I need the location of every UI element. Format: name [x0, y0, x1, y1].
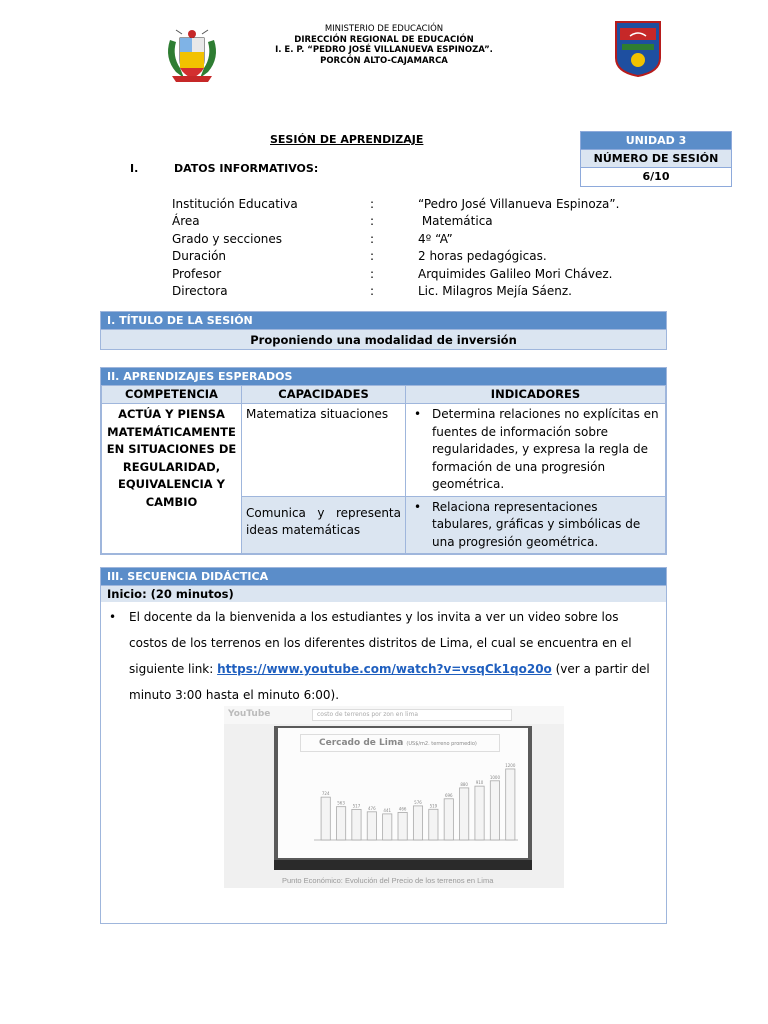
chart-data-label: 476	[368, 805, 376, 811]
indicador-cell	[406, 496, 666, 554]
info-row	[172, 213, 652, 230]
bullet-icon: •	[414, 407, 422, 421]
section-titulo	[100, 311, 667, 350]
chart-bar	[383, 814, 392, 840]
chart-data-label: 1200	[505, 762, 516, 768]
chart-bar	[352, 809, 361, 840]
info-colon: :	[370, 197, 375, 211]
chart-data-label: 696	[444, 792, 453, 798]
chart-data-label: 563	[337, 800, 345, 806]
chart-data-label: 519	[429, 803, 438, 809]
section-titulo-heading: I. TÍTULO DE LA SESIÓN	[101, 312, 666, 329]
info-label: Profesor	[172, 266, 222, 281]
inicio-label: Inicio: (20 minutos)	[101, 585, 666, 602]
paragraph-text-end: (ver a partir del minuto 3:00 hasta el minuto 6:00).	[129, 662, 650, 702]
capacidad-text: Comunica y representa ideas matemáticas	[246, 505, 401, 537]
info-label: Área	[172, 214, 200, 229]
info-value: 4º “A”	[418, 231, 453, 246]
info-colon: :	[370, 283, 375, 298]
chart-data-label: 724	[321, 791, 330, 797]
info-row	[172, 248, 652, 265]
session-number-label: NÚMERO DE SESIÓN	[581, 150, 731, 168]
table-row	[102, 404, 666, 497]
chart-bar	[413, 806, 422, 840]
info-value: “Pedro José Villanueva Espinoza”.	[418, 197, 620, 211]
chart-data-label: 576	[414, 799, 422, 805]
youtube-top-bar	[224, 706, 564, 724]
bullet-icon: •	[109, 610, 117, 624]
chart-bar	[490, 781, 499, 840]
chart-subtitle: (US$/m2. terreno promedio)	[406, 741, 477, 747]
chart-bar	[398, 812, 407, 840]
info-colon: :	[370, 214, 375, 229]
indicador-text: Determina relaciones no explícitas en fuentes de información sobre regularidades, y expresa la regla de formación de una progresión geométrica.	[432, 407, 659, 491]
section-aprendizajes-heading: II. APRENDIZAJES ESPERADOS	[101, 368, 666, 385]
table-header-row	[102, 386, 666, 404]
header-line-2: DIRECCIÓN REGIONAL DE EDUCACIÓN	[294, 34, 474, 45]
info-label: Institución Educativa	[172, 197, 298, 211]
chart-data-label: 880	[460, 781, 468, 787]
inicio-paragraph	[101, 602, 666, 708]
paragraph-text: El docente da la bienvenida a los estudiantes y los invita a ver un video sobre los costos de los terrenos en los diferentes distritos de Lima, el cual se encuentra en el siguiente link:	[129, 610, 632, 676]
section-aprendizajes	[100, 367, 667, 555]
header-line-3: I. E. P. “PEDRO JOSÉ VILLANUEVA ESPINOZA”.	[275, 45, 493, 55]
datos-label: DATOS INFORMATIVOS:	[174, 162, 319, 175]
session-number-value: 6/10	[642, 170, 670, 183]
chart-title: Cercado de Lima	[319, 738, 404, 748]
chart-bar	[336, 807, 345, 840]
info-label: Duración	[172, 249, 227, 264]
indicador-cell	[406, 404, 666, 497]
video-frame	[278, 728, 528, 858]
datos-heading	[130, 162, 318, 175]
column-header-capacidades: CAPACIDADES	[242, 386, 406, 404]
chart-bar	[367, 812, 376, 840]
info-row	[172, 266, 652, 283]
chart-bar	[475, 786, 484, 840]
header-line-1: MINISTERIO DE EDUCACIÓN	[324, 24, 444, 34]
unit-label: UNIDAD 3	[581, 132, 731, 150]
info-label: Grado y secciones	[172, 231, 283, 246]
bar-chart	[278, 728, 528, 858]
youtube-search-box: costo de terrenos por zon en lima	[312, 709, 512, 721]
info-row	[172, 196, 652, 213]
chart-data-label: 466	[398, 806, 407, 812]
info-value: Lic. Milagros Mejía Sáenz.	[418, 283, 572, 298]
capacidad-cell: Matematiza situaciones	[242, 404, 406, 497]
datos-number: I.	[130, 162, 139, 175]
info-list	[172, 196, 652, 300]
video-player	[274, 726, 532, 870]
info-value: Matemática	[418, 214, 493, 229]
info-value: Arquimides Galileo Mori Chávez.	[418, 266, 613, 281]
section-secuencia-heading: III. SECUENCIA DIDÁCTICA	[101, 568, 666, 585]
indicador-text: Relaciona representaciones tabulares, gráficas y simbólicas de una progresión geométrica.	[432, 499, 641, 549]
session-title: SESIÓN DE APRENDIZAJE	[270, 133, 424, 146]
video-caption: Punto Económico: Evolución del Precio de los terrenos en Lima	[282, 876, 494, 885]
header-line-4: PORCÓN ALTO-CAJAMARCA	[320, 55, 448, 66]
info-label: Directora	[172, 283, 228, 298]
bullet-icon: •	[414, 499, 422, 514]
chart-bar	[321, 797, 330, 840]
capacidad-cell	[242, 496, 406, 554]
info-value: 2 horas pedagógicas.	[418, 249, 547, 264]
info-row	[172, 231, 652, 248]
aprendizajes-table	[101, 385, 666, 554]
chart-data-label: 441	[383, 807, 392, 813]
info-row	[172, 283, 652, 300]
info-colon: :	[370, 231, 375, 246]
institution-header	[200, 24, 568, 66]
chart-data-label: 1000	[489, 774, 501, 780]
chart-bar	[460, 788, 469, 840]
chart-data-label: 910	[475, 780, 484, 786]
chart-data-label: 517	[352, 803, 361, 809]
chart-bar	[444, 799, 453, 840]
regional-education-logo	[614, 20, 662, 78]
column-header-indicadores: INDICADORES	[406, 386, 666, 404]
video-screenshot	[224, 706, 564, 888]
youtube-logo: YouTube	[228, 709, 271, 719]
column-header-competencia: COMPETENCIA	[102, 386, 242, 404]
chart-bar	[506, 769, 515, 840]
unit-box	[580, 131, 732, 187]
session-topic: Proponiendo una modalidad de inversión	[101, 329, 666, 349]
info-colon: :	[370, 266, 375, 281]
youtube-link[interactable]: https://www.youtube.com/watch?v=vsqCk1qo20o	[217, 662, 552, 676]
info-colon: :	[370, 249, 375, 264]
competencia-cell: ACTÚA Y PIENSA MATEMÁTICAMENTE EN SITUACIONES DE REGULARIDAD, EQUIVALENCIA Y CAMBIO	[102, 404, 242, 554]
chart-bar	[429, 809, 438, 840]
video-controls[interactable]	[274, 860, 532, 870]
